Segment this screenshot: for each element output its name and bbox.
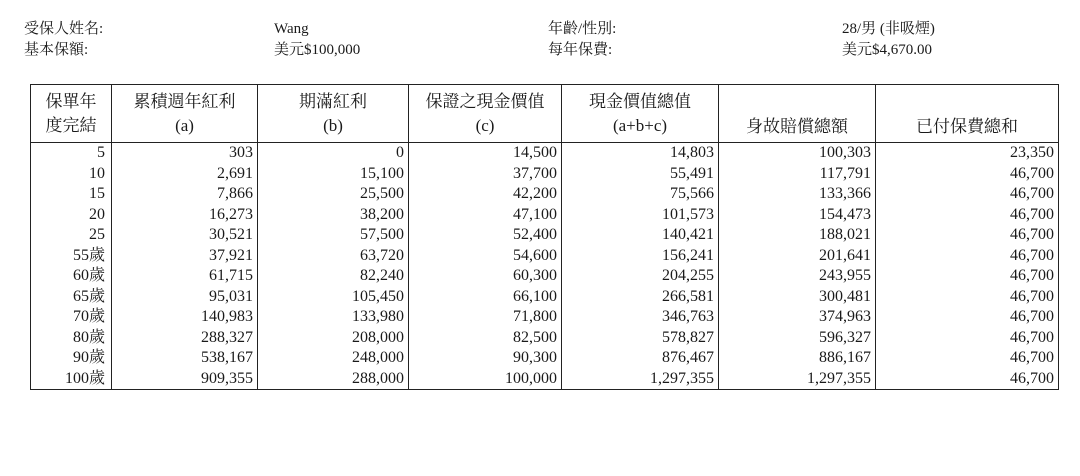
col-header-line1: 累積週年紅利 <box>133 91 236 111</box>
cell-terminal-bonus: 57,500 <box>258 225 409 246</box>
basic-sum-value: 美元$100,000 <box>274 42 361 58</box>
cell-total-cash-value: 156,241 <box>562 246 719 267</box>
cell-accumulated-bonus: 30,521 <box>112 225 258 246</box>
col-header-line2: (a+b+c) <box>612 115 668 135</box>
cell-total-death-benefit: 886,167 <box>719 348 876 369</box>
cell-policy-year: 65歲 <box>31 287 112 308</box>
cell-policy-year: 10 <box>31 164 112 185</box>
cell-total-premiums-paid: 46,700 <box>876 205 1059 226</box>
cell-accumulated-bonus: 288,327 <box>112 328 258 349</box>
cell-total-premiums-paid: 46,700 <box>876 246 1059 267</box>
cell-total-cash-value: 101,573 <box>562 205 719 226</box>
cell-total-cash-value: 266,581 <box>562 287 719 308</box>
table-row <box>31 369 1059 390</box>
cell-total-death-benefit: 201,641 <box>719 246 876 267</box>
table-row <box>31 205 1059 226</box>
col-header-line1: 已付保費總和 <box>916 117 1018 136</box>
cell-terminal-bonus: 82,240 <box>258 266 409 287</box>
cell-accumulated-bonus: 95,031 <box>112 287 258 308</box>
cell-policy-year: 20 <box>31 205 112 226</box>
cell-guaranteed-cash-value: 60,300 <box>409 266 562 287</box>
cell-policy-year: 25 <box>31 225 112 246</box>
table-row <box>31 143 1059 164</box>
cell-total-death-benefit: 117,791 <box>719 164 876 185</box>
cell-total-death-benefit: 1,297,355 <box>719 369 876 390</box>
cell-total-cash-value: 1,297,355 <box>562 369 719 390</box>
cell-guaranteed-cash-value: 82,500 <box>409 328 562 349</box>
cell-policy-year: 100歲 <box>31 369 112 390</box>
cell-total-death-benefit: 100,303 <box>719 143 876 164</box>
cell-total-death-benefit: 154,473 <box>719 205 876 226</box>
cell-total-premiums-paid: 23,350 <box>876 143 1059 164</box>
age-gender-label: 年齡/性別: <box>548 21 617 37</box>
cell-total-death-benefit: 596,327 <box>719 328 876 349</box>
cell-policy-year: 80歲 <box>31 328 112 349</box>
cell-accumulated-bonus: 37,921 <box>112 246 258 267</box>
col-header-line2: (a) <box>175 115 194 135</box>
cell-total-death-benefit: 188,021 <box>719 225 876 246</box>
cell-total-cash-value: 204,255 <box>562 266 719 287</box>
cell-total-cash-value: 55,491 <box>562 164 719 185</box>
cell-guaranteed-cash-value: 66,100 <box>409 287 562 308</box>
basic-sum-label: 基本保額: <box>24 42 89 58</box>
col-header-terminal-bonus <box>258 85 409 143</box>
table-row <box>31 307 1059 328</box>
cell-accumulated-bonus: 61,715 <box>112 266 258 287</box>
cell-total-premiums-paid: 46,700 <box>876 164 1059 185</box>
table-body <box>31 143 1059 390</box>
cell-total-premiums-paid: 46,700 <box>876 184 1059 205</box>
table-header-row <box>31 85 1059 143</box>
table-row <box>31 287 1059 308</box>
col-header-accumulated-bonus <box>112 85 258 143</box>
col-header-total-death-benefit <box>719 85 876 143</box>
cell-total-premiums-paid: 46,700 <box>876 225 1059 246</box>
cell-guaranteed-cash-value: 42,200 <box>409 184 562 205</box>
cell-guaranteed-cash-value: 71,800 <box>409 307 562 328</box>
annual-premium-label: 每年保費: <box>548 42 613 58</box>
cell-accumulated-bonus: 909,355 <box>112 369 258 390</box>
cell-guaranteed-cash-value: 14,500 <box>409 143 562 164</box>
cell-total-death-benefit: 243,955 <box>719 266 876 287</box>
cell-terminal-bonus: 288,000 <box>258 369 409 390</box>
policy-value-table <box>30 84 1059 390</box>
col-header-line1: 身故賠償總額 <box>746 117 848 136</box>
cell-total-premiums-paid: 46,700 <box>876 287 1059 308</box>
cell-total-premiums-paid: 46,700 <box>876 307 1059 328</box>
cell-terminal-bonus: 248,000 <box>258 348 409 369</box>
cell-terminal-bonus: 208,000 <box>258 328 409 349</box>
table-row <box>31 164 1059 185</box>
cell-terminal-bonus: 105,450 <box>258 287 409 308</box>
cell-total-cash-value: 876,467 <box>562 348 719 369</box>
cell-total-premiums-paid: 46,700 <box>876 348 1059 369</box>
cell-terminal-bonus: 133,980 <box>258 307 409 328</box>
cell-accumulated-bonus: 538,167 <box>112 348 258 369</box>
col-header-line1: 期滿紅利 <box>299 91 367 111</box>
col-header-line1: 保單年 <box>45 91 97 111</box>
cell-guaranteed-cash-value: 47,100 <box>409 205 562 226</box>
table-row <box>31 184 1059 205</box>
col-header-total-premiums-paid <box>876 85 1059 143</box>
annual-premium-value: 美元$4,670.00 <box>842 42 933 58</box>
cell-policy-year: 15 <box>31 184 112 205</box>
cell-accumulated-bonus: 140,983 <box>112 307 258 328</box>
cell-terminal-bonus: 15,100 <box>258 164 409 185</box>
cell-policy-year: 55歲 <box>31 246 112 267</box>
cell-terminal-bonus: 25,500 <box>258 184 409 205</box>
insured-name-value: Wang <box>274 21 309 37</box>
cell-guaranteed-cash-value: 52,400 <box>409 225 562 246</box>
cell-accumulated-bonus: 2,691 <box>112 164 258 185</box>
table-row <box>31 246 1059 267</box>
col-header-line2: (b) <box>323 115 343 135</box>
cell-guaranteed-cash-value: 37,700 <box>409 164 562 185</box>
cell-policy-year: 90歲 <box>31 348 112 369</box>
cell-guaranteed-cash-value: 54,600 <box>409 246 562 267</box>
cell-total-premiums-paid: 46,700 <box>876 328 1059 349</box>
col-header-line2: 度完結 <box>45 115 97 135</box>
table-row <box>31 328 1059 349</box>
cell-total-death-benefit: 300,481 <box>719 287 876 308</box>
cell-accumulated-bonus: 7,866 <box>112 184 258 205</box>
cell-guaranteed-cash-value: 90,300 <box>409 348 562 369</box>
cell-total-death-benefit: 374,963 <box>719 307 876 328</box>
cell-total-cash-value: 14,803 <box>562 143 719 164</box>
table-row <box>31 225 1059 246</box>
col-header-line2: (c) <box>475 115 495 135</box>
policy-table-container <box>30 84 1058 442</box>
cell-terminal-bonus: 0 <box>258 143 409 164</box>
insured-name-label: 受保人姓名: <box>24 21 104 37</box>
cell-total-cash-value: 578,827 <box>562 328 719 349</box>
cell-accumulated-bonus: 16,273 <box>112 205 258 226</box>
cell-policy-year: 70歲 <box>31 307 112 328</box>
cell-total-cash-value: 75,566 <box>562 184 719 205</box>
col-header-policy-year <box>31 85 112 143</box>
cell-terminal-bonus: 63,720 <box>258 246 409 267</box>
table-row <box>31 348 1059 369</box>
cell-total-premiums-paid: 46,700 <box>876 369 1059 390</box>
col-header-total-cash-value <box>562 85 719 143</box>
cell-total-death-benefit: 133,366 <box>719 184 876 205</box>
cell-terminal-bonus: 38,200 <box>258 205 409 226</box>
age-gender-value: 28/男 (非吸煙) <box>842 21 935 37</box>
cell-policy-year: 60歲 <box>31 266 112 287</box>
cell-total-cash-value: 140,421 <box>562 225 719 246</box>
col-header-guaranteed-cash-value <box>409 85 562 143</box>
cell-accumulated-bonus: 303 <box>112 143 258 164</box>
cell-total-cash-value: 346,763 <box>562 307 719 328</box>
cell-total-premiums-paid: 46,700 <box>876 266 1059 287</box>
table-row <box>31 266 1059 287</box>
col-header-line1: 保證之現金價值 <box>425 91 545 111</box>
col-header-line1: 現金價值總值 <box>589 91 691 111</box>
cell-guaranteed-cash-value: 100,000 <box>409 369 562 390</box>
cell-policy-year: 5 <box>31 143 112 164</box>
